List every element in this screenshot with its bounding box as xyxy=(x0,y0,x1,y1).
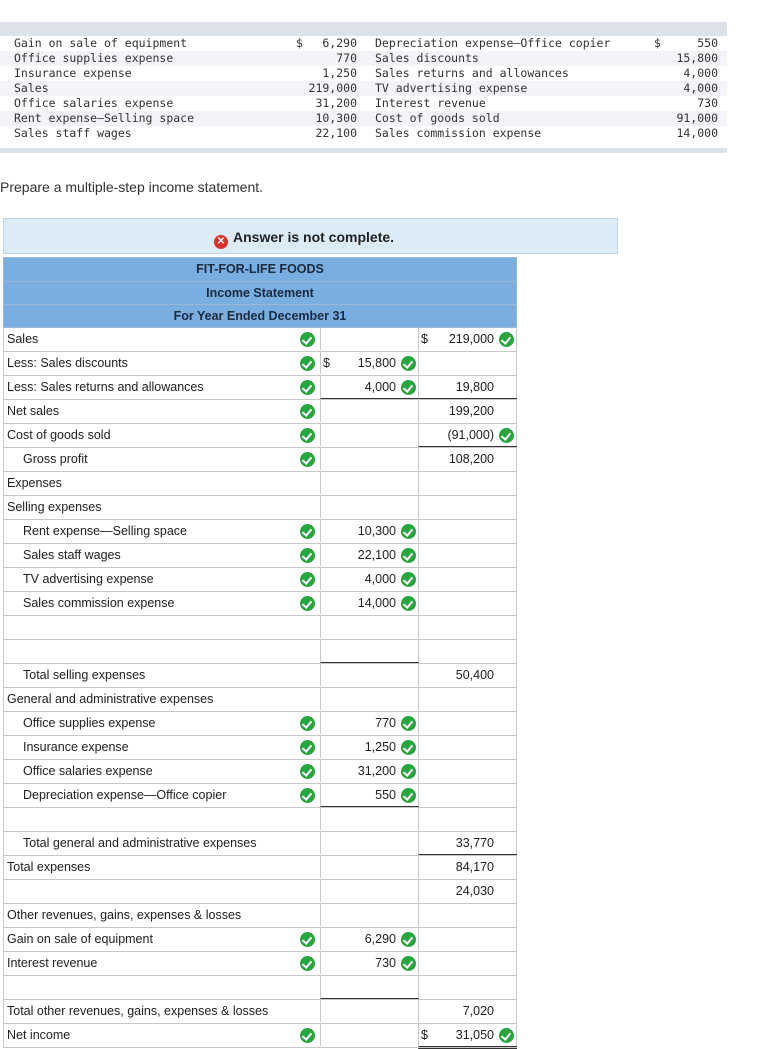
amount-cell-col2[interactable] xyxy=(418,856,517,878)
account-label: Sales staff wages xyxy=(14,126,132,140)
account-amount: 31,200 xyxy=(315,96,357,110)
row-label[interactable]: Total other revenues, gains, expenses & losses xyxy=(7,1004,269,1018)
amount-cell-col1[interactable] xyxy=(320,784,419,807)
amount-cell-col2[interactable] xyxy=(418,592,517,614)
account-row xyxy=(0,81,727,96)
amount-cell-col1[interactable] xyxy=(320,472,419,494)
statement-row xyxy=(3,928,517,952)
row-label[interactable]: Sales staff wages xyxy=(23,548,121,562)
amount-cell-col1[interactable] xyxy=(320,688,419,710)
account-amount: 1,250 xyxy=(322,66,357,80)
amount-cell-col1[interactable] xyxy=(320,448,419,470)
row-label[interactable]: Gain on sale of equipment xyxy=(7,932,153,946)
statement-row xyxy=(3,952,517,976)
account-amount: 15,800 xyxy=(676,51,718,65)
account-amount: 219,000 xyxy=(308,81,357,95)
check-icon xyxy=(401,356,416,371)
check-icon xyxy=(401,548,416,563)
amount-cell-col2[interactable] xyxy=(418,736,517,758)
account-row xyxy=(0,51,727,66)
amount-cell-col1[interactable] xyxy=(320,928,419,950)
amount-cell-col2[interactable] xyxy=(418,832,517,855)
check-icon xyxy=(300,428,315,443)
statement-row xyxy=(3,1024,517,1048)
row-label[interactable]: Less: Sales discounts xyxy=(7,356,128,370)
account-label: TV advertising expense xyxy=(375,81,528,95)
account-amount: 6,290 xyxy=(322,36,357,50)
statement-row xyxy=(3,856,517,880)
statement-row xyxy=(3,424,517,448)
check-icon xyxy=(300,548,315,563)
account-amount: 22,100 xyxy=(315,126,357,140)
check-icon xyxy=(300,332,315,347)
amount-cell-col1[interactable] xyxy=(320,592,419,614)
amount-cell-col1[interactable] xyxy=(320,832,419,854)
amount-cell-col2[interactable] xyxy=(418,784,517,806)
row-label[interactable]: Selling expenses xyxy=(7,500,102,514)
statement-row xyxy=(3,880,517,904)
amount-cell-col1[interactable] xyxy=(320,376,419,399)
amount-cell-col1[interactable] xyxy=(320,736,419,758)
row-label[interactable]: Sales commission expense xyxy=(23,596,175,610)
amount-value: 730 xyxy=(375,956,396,970)
check-icon xyxy=(300,404,315,419)
amount-cell-col2[interactable] xyxy=(418,904,517,926)
account-amount: 10,300 xyxy=(315,111,357,125)
amount-cell-col2[interactable] xyxy=(418,976,517,998)
amount-cell-col2[interactable] xyxy=(418,760,517,782)
amount-cell-col2[interactable] xyxy=(418,1000,517,1022)
account-label: Insurance expense xyxy=(14,66,132,80)
check-icon xyxy=(401,764,416,779)
row-label[interactable]: Total general and administrative expenses xyxy=(23,836,257,850)
statement-row xyxy=(3,760,517,784)
account-row xyxy=(0,126,727,141)
statement-row xyxy=(3,712,517,736)
amount-cell-col1[interactable] xyxy=(320,904,419,926)
check-icon xyxy=(300,380,315,395)
amount-value: 50,400 xyxy=(455,668,494,682)
error-x-icon: ✕ xyxy=(214,235,228,249)
amount-cell-col2[interactable] xyxy=(418,424,517,447)
row-label[interactable]: Cost of goods sold xyxy=(7,428,111,442)
amount-value: 199,200 xyxy=(448,404,494,418)
amount-cell-col2[interactable] xyxy=(418,664,517,686)
statement-row xyxy=(3,592,517,616)
statement-row xyxy=(3,688,517,712)
dollar-sign: $ xyxy=(323,356,330,370)
amount-value: 15,800 xyxy=(357,356,396,370)
statement-row xyxy=(3,448,517,472)
amount-cell-col1[interactable] xyxy=(320,856,419,878)
amount-value: 4,000 xyxy=(364,380,396,394)
check-icon xyxy=(401,572,416,587)
statement-row xyxy=(3,1000,517,1024)
check-icon xyxy=(499,428,514,443)
account-label: Gain on sale of equipment xyxy=(14,36,188,50)
amount-cell-col1[interactable] xyxy=(320,880,419,902)
statement-row xyxy=(3,520,517,544)
row-label[interactable]: Expenses xyxy=(7,476,62,490)
account-row xyxy=(0,111,727,126)
check-icon xyxy=(401,740,416,755)
statement-row xyxy=(3,472,517,496)
answer-status-text: Answer is not complete. xyxy=(233,229,395,245)
check-icon xyxy=(300,572,315,587)
instruction-text: Prepare a multiple-step income statement. xyxy=(0,179,264,195)
amount-cell-col2[interactable] xyxy=(418,808,517,830)
dollar-sign: $ xyxy=(654,36,661,50)
account-row xyxy=(0,66,727,81)
account-label: Interest revenue xyxy=(375,96,486,110)
statement-row xyxy=(3,832,517,856)
check-icon xyxy=(401,788,416,803)
check-icon xyxy=(300,452,315,467)
amount-cell-col2[interactable] xyxy=(418,400,517,422)
check-icon xyxy=(401,956,416,971)
account-amount: 550 xyxy=(697,36,718,50)
amount-cell-col2[interactable] xyxy=(418,1024,517,1049)
amount-value: 1,250 xyxy=(364,740,396,754)
amount-cell-col1[interactable] xyxy=(320,808,419,830)
row-label[interactable]: Insurance expense xyxy=(23,740,129,754)
check-icon xyxy=(401,596,416,611)
amount-cell-col2[interactable] xyxy=(418,712,517,734)
check-icon xyxy=(499,1028,514,1043)
account-label: Rent expense—Selling space xyxy=(14,111,195,125)
statement-row xyxy=(3,664,517,688)
dollar-sign: $ xyxy=(421,1028,428,1042)
amount-value: 770 xyxy=(375,716,396,730)
dollar-sign: $ xyxy=(296,36,303,50)
row-label[interactable]: Net sales xyxy=(7,404,60,418)
account-label: Sales discounts xyxy=(375,51,479,65)
amount-cell-col1[interactable] xyxy=(320,616,419,638)
account-label: Office salaries expense xyxy=(14,96,174,110)
account-amount: 4,000 xyxy=(683,81,718,95)
statement-row xyxy=(3,736,517,760)
row-label[interactable]: Net income xyxy=(7,1028,71,1042)
statement-title: Income Statement xyxy=(3,282,517,305)
row-label[interactable]: Gross profit xyxy=(23,452,88,466)
statement-row xyxy=(3,976,517,1000)
row-label[interactable]: Office supplies expense xyxy=(23,716,156,730)
amount-cell-col1[interactable] xyxy=(320,520,419,542)
statement-row xyxy=(3,376,517,400)
amount-cell-col2[interactable] xyxy=(418,472,517,494)
account-amount: 14,000 xyxy=(676,126,718,140)
amount-value: 550 xyxy=(375,788,396,802)
amount-cell-col2[interactable] xyxy=(418,376,517,399)
statement-row xyxy=(3,544,517,568)
amount-value: 31,050 xyxy=(455,1028,494,1042)
account-row xyxy=(0,36,727,51)
amount-cell-col2[interactable] xyxy=(418,352,517,374)
data-table-bottom-band xyxy=(0,148,727,153)
amount-cell-col2[interactable] xyxy=(418,616,517,638)
amount-cell-col1[interactable] xyxy=(320,640,419,663)
account-label: Cost of goods sold xyxy=(375,111,500,125)
amount-cell-col1[interactable] xyxy=(320,664,419,686)
amount-cell-col1[interactable] xyxy=(320,352,419,374)
amount-value: 108,200 xyxy=(448,452,494,466)
row-label[interactable]: Total selling expenses xyxy=(23,668,146,682)
amount-cell-col1[interactable] xyxy=(320,1000,419,1022)
row-label[interactable]: TV advertising expense xyxy=(23,572,154,586)
check-icon xyxy=(401,716,416,731)
check-icon xyxy=(300,1028,315,1043)
amount-cell-col2[interactable] xyxy=(418,520,517,542)
row-label[interactable]: Less: Sales returns and allowances xyxy=(7,380,204,394)
amount-cell-col2[interactable] xyxy=(418,328,517,350)
amount-value: 19,800 xyxy=(455,380,494,394)
statement-row xyxy=(3,784,517,808)
statement-row xyxy=(3,352,517,376)
check-icon xyxy=(300,764,315,779)
amount-cell-col1[interactable] xyxy=(320,760,419,782)
amount-cell-col2[interactable] xyxy=(418,544,517,566)
amount-cell-col2[interactable] xyxy=(418,568,517,590)
row-label[interactable]: Depreciation expense—Office copier xyxy=(23,788,227,802)
amount-value: 24,030 xyxy=(455,884,494,898)
check-icon xyxy=(300,524,315,539)
amount-value: 219,000 xyxy=(448,332,494,346)
data-table-top-band xyxy=(0,22,727,36)
row-label[interactable]: General and administrative expenses xyxy=(7,692,214,706)
amount-value: 6,290 xyxy=(364,932,396,946)
statement-row xyxy=(3,400,517,424)
account-label: Sales commission expense xyxy=(375,126,542,140)
check-icon xyxy=(499,332,514,347)
amount-cell-col2[interactable] xyxy=(418,880,517,902)
amount-value: 22,100 xyxy=(357,548,396,562)
check-icon xyxy=(300,740,315,755)
amount-value: 84,170 xyxy=(455,860,494,874)
check-icon xyxy=(300,596,315,611)
answer-status-banner xyxy=(3,218,618,254)
amount-cell-col1[interactable] xyxy=(320,400,419,422)
amount-value: 4,000 xyxy=(364,572,396,586)
statement-row xyxy=(3,568,517,592)
row-label[interactable]: Total expenses xyxy=(7,860,91,874)
statement-row xyxy=(3,616,517,640)
amount-cell-col1[interactable] xyxy=(320,712,419,734)
row-label[interactable]: Interest revenue xyxy=(7,956,98,970)
check-icon xyxy=(300,788,315,803)
row-label[interactable]: Office salaries expense xyxy=(23,764,153,778)
amount-value: 31,200 xyxy=(357,764,396,778)
statement-period: For Year Ended December 31 xyxy=(3,305,517,328)
statement-row xyxy=(3,496,517,520)
amount-cell-col2[interactable] xyxy=(418,952,517,974)
dollar-sign: $ xyxy=(421,332,428,346)
account-label: Sales xyxy=(14,81,49,95)
amount-cell-col1[interactable] xyxy=(320,1024,419,1046)
amount-value: (91,000) xyxy=(447,428,494,442)
company-name: FIT-FOR-LIFE FOODS xyxy=(3,257,517,282)
amount-cell-col2[interactable] xyxy=(418,688,517,710)
account-label: Sales returns and allowances xyxy=(375,66,569,80)
statement-row xyxy=(3,904,517,928)
account-amount: 4,000 xyxy=(683,66,718,80)
account-amount: 770 xyxy=(336,51,357,65)
account-row xyxy=(0,96,727,111)
amount-cell-col1[interactable] xyxy=(320,952,419,974)
check-icon xyxy=(300,932,315,947)
amount-cell-col1[interactable] xyxy=(320,976,419,999)
check-icon xyxy=(401,524,416,539)
check-icon xyxy=(401,932,416,947)
statement-row xyxy=(3,640,517,664)
row-label[interactable]: Other revenues, gains, expenses & losses xyxy=(7,908,242,922)
check-icon xyxy=(300,956,315,971)
amount-cell-col2[interactable] xyxy=(418,928,517,950)
amount-value: 7,020 xyxy=(462,1004,494,1018)
check-icon xyxy=(300,716,315,731)
check-icon xyxy=(401,380,416,395)
amount-value: 33,770 xyxy=(455,836,494,850)
amount-cell-col1[interactable] xyxy=(320,568,419,590)
account-label: Depreciation expense—Office copier xyxy=(375,36,611,50)
amount-cell-col2[interactable] xyxy=(418,496,517,518)
amount-cell-col2[interactable] xyxy=(418,640,517,662)
row-label[interactable]: Sales xyxy=(7,332,39,346)
amount-cell-col1[interactable] xyxy=(320,328,419,350)
check-icon xyxy=(300,356,315,371)
amount-value: 14,000 xyxy=(357,596,396,610)
income-statement xyxy=(3,257,517,1048)
amount-value: 10,300 xyxy=(357,524,396,538)
statement-row xyxy=(3,328,517,352)
account-amount: 91,000 xyxy=(676,111,718,125)
amount-cell-col1[interactable] xyxy=(320,424,419,446)
account-amount: 730 xyxy=(697,96,718,110)
row-label[interactable]: Rent expense—Selling space xyxy=(23,524,187,538)
statement-row xyxy=(3,808,517,832)
amount-cell-col2[interactable] xyxy=(418,448,517,470)
amount-cell-col1[interactable] xyxy=(320,496,419,518)
amount-cell-col1[interactable] xyxy=(320,544,419,566)
account-label: Office supplies expense xyxy=(14,51,174,65)
